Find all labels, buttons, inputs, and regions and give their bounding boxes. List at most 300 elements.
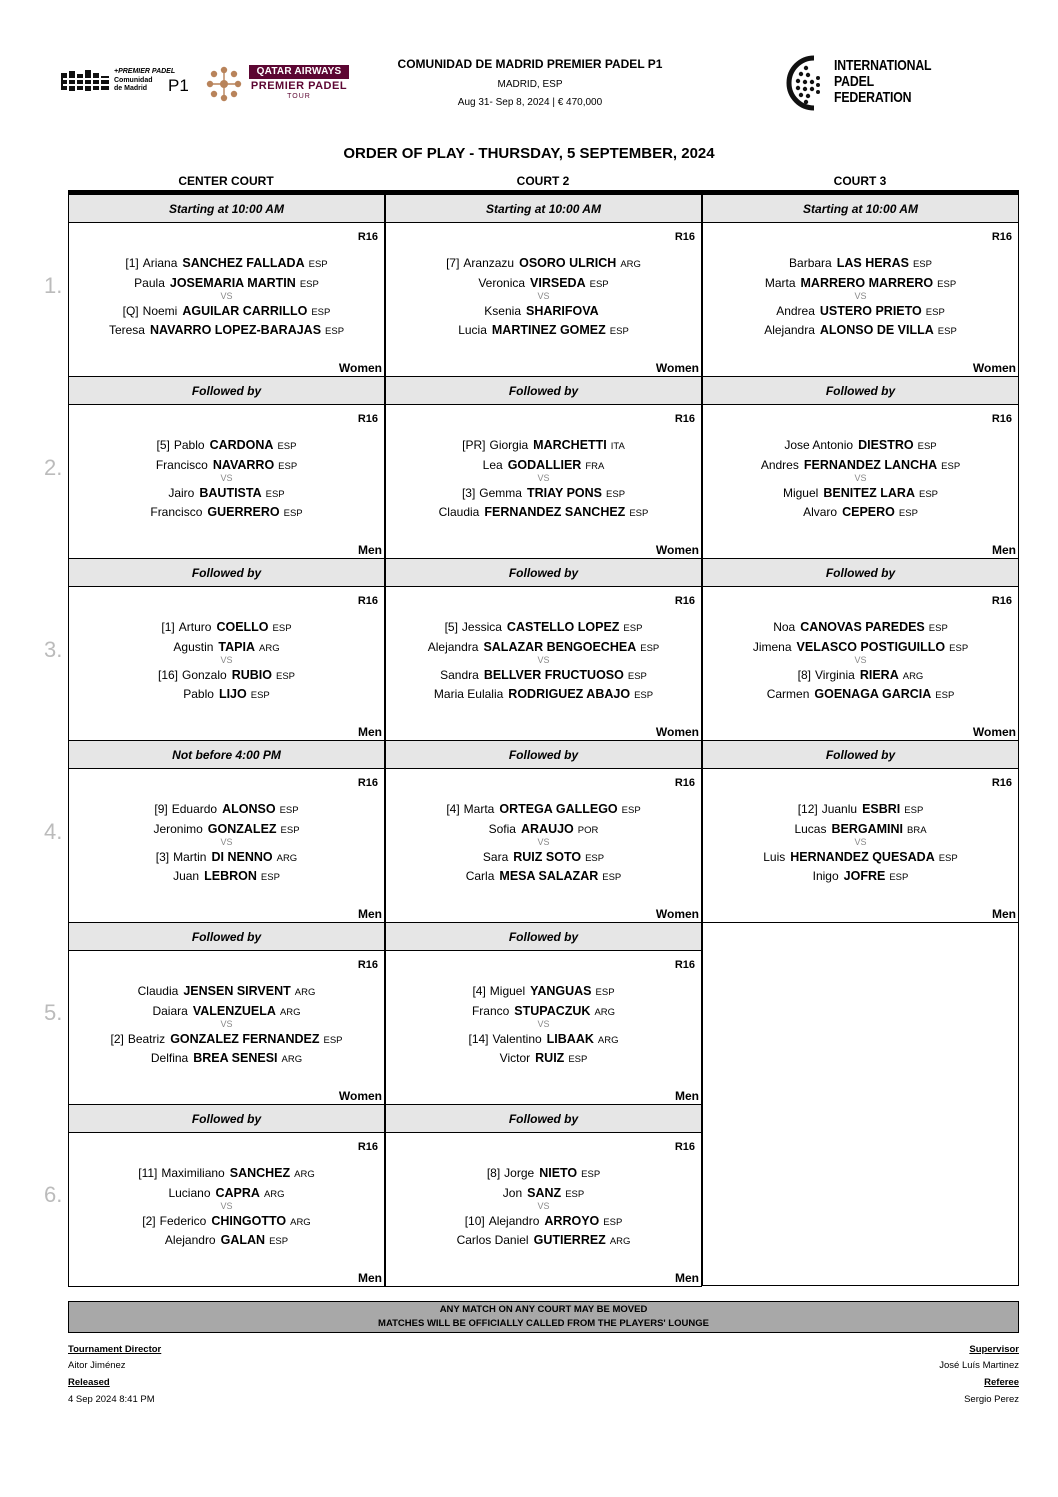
category-label: Women (338, 361, 382, 375)
player-last-name: USTERO PRIETO (819, 304, 922, 318)
player-nationality: ESP (919, 489, 939, 500)
player-first-name: Carlos Daniel (456, 1233, 529, 1247)
category-label: Women (655, 725, 699, 739)
category-label: Women (338, 1089, 382, 1103)
player-name (703, 486, 1018, 500)
player-name (386, 984, 701, 998)
player-name (703, 640, 1018, 654)
released-label: Released (68, 1377, 110, 1388)
player-first-name: Jon (502, 1186, 523, 1200)
player-nationality: ARG (620, 259, 641, 270)
player-seed: [Q] (122, 304, 139, 318)
player-nationality: ESP (265, 489, 285, 500)
category-label: Men (358, 725, 382, 739)
player-first-name: Pablo (173, 438, 205, 452)
match-slot (68, 558, 385, 741)
player-first-name: Andrea (776, 304, 815, 318)
player-last-name: AGUILAR CARRILLO (182, 304, 308, 318)
header (0, 0, 1058, 130)
player-first-name: Marta (463, 802, 495, 816)
player-first-name: Miguel (782, 486, 819, 500)
player-nationality: ARG (263, 1189, 285, 1200)
player-last-name: NAVARRO (212, 458, 275, 472)
round-label: R16 (674, 413, 695, 425)
player-last-name: BAUTISTA (199, 486, 262, 500)
player-first-name: Victor (499, 1051, 531, 1065)
slot-time: Starting at 10:00 AM (703, 195, 1018, 223)
player-name (703, 438, 1018, 452)
player-last-name: CARDONA (209, 438, 274, 452)
round-label: R16 (357, 413, 378, 425)
player-last-name: GONZALEZ FERNANDEZ (170, 1032, 320, 1046)
player-last-name: GUTIERREZ (533, 1233, 606, 1247)
round-label: R16 (357, 231, 378, 243)
player-first-name: Sandra (440, 668, 479, 682)
player-last-name: LAS HERAS (836, 256, 909, 270)
player-name (386, 256, 701, 270)
player-last-name: BREA SENESI (193, 1051, 278, 1065)
match-card (703, 769, 1018, 923)
round-label: R16 (674, 1141, 695, 1153)
player-last-name: SHARIFOVA (526, 304, 599, 318)
player-first-name: Teresa (108, 323, 145, 337)
player-first-name: Aranzazu (463, 256, 515, 270)
player-nationality: ESP (928, 623, 948, 634)
round-label: R16 (357, 595, 378, 607)
player-first-name: Jairo (168, 486, 195, 500)
slot-time: Followed by (69, 923, 384, 951)
match-slot (385, 740, 702, 923)
player-name (69, 1004, 384, 1018)
category-label: Men (675, 1089, 699, 1103)
player-last-name: ALONSO (222, 802, 276, 816)
player-nationality: ESP (937, 326, 957, 337)
player-seed: [2] (142, 1214, 156, 1228)
player-nationality: ESP (634, 690, 654, 701)
category-label: Women (972, 361, 1016, 375)
empty-slot (702, 922, 1019, 1286)
player-name (69, 668, 384, 682)
player-name (386, 1004, 701, 1018)
slot-time: Followed by (386, 1105, 701, 1133)
slot-time: Not before 4:00 PM (69, 741, 384, 769)
category-label: Men (675, 1271, 699, 1285)
player-last-name: CHINGOTTO (211, 1214, 287, 1228)
player-nationality: ESP (585, 853, 605, 864)
player-first-name: Carmen (766, 687, 810, 701)
player-nationality: ESP (275, 671, 295, 682)
player-first-name: Sara (482, 850, 509, 864)
player-first-name: Franco (471, 1004, 510, 1018)
player-first-name: Gemma (479, 486, 522, 500)
player-seed: [10] (464, 1214, 485, 1228)
category-label: Men (992, 543, 1016, 557)
player-nationality: ESP (937, 279, 957, 290)
versus-label: VS (220, 1019, 233, 1029)
player-last-name: STUPACZUK (514, 1004, 591, 1018)
row-number: 5. (44, 1000, 63, 1025)
player-name (703, 256, 1018, 270)
player-nationality: ESP (581, 1169, 601, 1180)
player-nationality: ARG (279, 1007, 301, 1018)
referee-label: Referee (984, 1377, 1019, 1388)
notice-banner: ANY MATCH ON ANY COURT MAY BE MOVED MATCHES WILL BE OFFICIALLY CALLED FROM THE PLAYERS' LOUNGE (68, 1301, 1019, 1333)
player-nationality: ESP (595, 987, 615, 998)
player-last-name: TAPIA (218, 640, 255, 654)
player-nationality: ESP (917, 441, 937, 452)
player-name (386, 1166, 701, 1180)
player-first-name: Delfina (150, 1051, 189, 1065)
slot-time: Followed by (69, 559, 384, 587)
round-label: R16 (357, 959, 378, 971)
player-first-name: Miguel (489, 984, 526, 998)
player-last-name: MARTINEZ GOMEZ (491, 323, 606, 337)
event-title: COMUNIDAD DE MADRID PREMIER PADEL P1 (397, 57, 663, 71)
player-nationality: ESP (889, 872, 909, 883)
player-name (69, 869, 384, 883)
player-name (703, 802, 1018, 816)
player-nationality: ARG (276, 853, 298, 864)
player-nationality: ESP (308, 259, 328, 270)
slot-time: Followed by (386, 559, 701, 587)
slot-time: Followed by (386, 377, 701, 405)
player-first-name: Gonzalo (182, 668, 227, 682)
player-first-name: Federico (159, 1214, 207, 1228)
match-card (386, 951, 701, 1105)
player-name (69, 822, 384, 836)
player-nationality: ESP (568, 1054, 588, 1065)
player-name (69, 486, 384, 500)
player-name (386, 620, 701, 634)
player-name (386, 802, 701, 816)
player-name (703, 505, 1018, 519)
player-seed: [8] (486, 1166, 501, 1180)
match-slot (68, 1104, 385, 1287)
versus-label: VS (854, 473, 867, 483)
player-last-name: MARCHETTI (533, 438, 607, 452)
player-last-name: DIESTRO (858, 438, 914, 452)
player-last-name: SALAZAR BENGOECHEA (483, 640, 637, 654)
match-slot (68, 376, 385, 559)
player-nationality: ESP (565, 1189, 585, 1200)
match-slot (68, 194, 385, 377)
player-nationality: ESP (325, 326, 345, 337)
player-first-name: Lea (482, 458, 503, 472)
player-nationality: ESP (272, 623, 292, 634)
player-seed: [11] (138, 1166, 158, 1180)
player-name (386, 687, 701, 701)
player-name (69, 304, 384, 318)
player-last-name: VELASCO POSTIGUILLO (796, 640, 946, 654)
player-nationality: ESP (311, 307, 331, 318)
player-name (69, 1214, 384, 1228)
slot-time: Followed by (703, 559, 1018, 587)
qatar-airways-premier-padel-logo: QATAR AIRWAYS PREMIER PADEL TOUR (204, 62, 350, 104)
player-name (386, 505, 701, 519)
player-name (386, 304, 701, 318)
match-slot (702, 376, 1019, 559)
court-header-court3: COURT 3 (833, 174, 887, 188)
player-last-name: RUIZ SOTO (513, 850, 582, 864)
match-slot (702, 740, 1019, 923)
player-first-name: Jeronimo (153, 822, 203, 836)
player-nationality: ESP (898, 508, 918, 519)
player-last-name: YANGUAS (530, 984, 592, 998)
player-nationality: ESP (925, 307, 945, 318)
fmp-logo (60, 68, 112, 94)
player-nationality: ARG (594, 1007, 616, 1018)
player-nationality: ESP (250, 690, 270, 701)
player-last-name: CAPRA (215, 1186, 260, 1200)
versus-label: VS (220, 291, 233, 301)
player-seed: [14] (468, 1032, 489, 1046)
player-first-name: Alejandra (764, 323, 815, 337)
player-last-name: GOENAGA GARCIA (814, 687, 932, 701)
category-label: Men (358, 907, 382, 921)
category-label: Men (358, 543, 382, 557)
player-first-name: Sofia (488, 822, 516, 836)
player-name (69, 1233, 384, 1247)
player-nationality: ESP (283, 508, 303, 519)
match-slot (68, 740, 385, 923)
player-seed: [2] (110, 1032, 124, 1046)
slot-time: Followed by (703, 741, 1018, 769)
player-first-name: Noa (773, 620, 796, 634)
court-header-court2: COURT 2 (516, 174, 570, 188)
match-card (69, 1133, 384, 1287)
court-column (385, 194, 702, 1286)
player-nationality: ESP (904, 805, 924, 816)
player-nationality: ITA (610, 441, 625, 452)
player-first-name: Luis (763, 850, 786, 864)
supervisor-label: Supervisor (969, 1344, 1019, 1355)
player-nationality: ARG (290, 1217, 311, 1228)
player-last-name: RUIZ (535, 1051, 565, 1065)
player-last-name: SANCHEZ FALLADA (182, 256, 305, 270)
player-last-name: LIJO (218, 687, 247, 701)
player-first-name: Inigo (812, 869, 839, 883)
slot-time: Followed by (386, 741, 701, 769)
player-first-name: Martin (173, 850, 207, 864)
player-nationality: ESP (277, 441, 297, 452)
player-name (69, 1051, 384, 1065)
player-seed: [9] (154, 802, 168, 816)
player-nationality: ESP (621, 805, 641, 816)
player-first-name: Andres (760, 458, 799, 472)
player-first-name: Ariana (142, 256, 178, 270)
match-card (69, 223, 384, 377)
round-label: R16 (991, 231, 1012, 243)
player-first-name: Alvaro (803, 505, 838, 519)
premier-padel-p1-logo: +PREMIER PADEL Comunidad de Madrid P1 (114, 68, 189, 95)
player-last-name: GODALLIER (507, 458, 582, 472)
player-last-name: FERNANDEZ LANCHA (803, 458, 938, 472)
player-first-name: Juanlu (821, 802, 858, 816)
player-last-name: VIRSEDA (530, 276, 586, 290)
player-name (69, 323, 384, 337)
slot-time: Starting at 10:00 AM (69, 195, 384, 223)
player-name (703, 869, 1018, 883)
director-label: Tournament Director (68, 1344, 162, 1355)
player-last-name: JOFRE (843, 869, 886, 883)
player-name (386, 668, 701, 682)
player-seed: [5] (444, 620, 458, 634)
player-nationality: ESP (938, 853, 958, 864)
fip-logo: INTERNATIONAL PADEL FEDERATION (784, 54, 944, 112)
match-card (386, 223, 701, 377)
player-name (69, 802, 384, 816)
match-slot (68, 922, 385, 1105)
player-seed: [7] (446, 256, 460, 270)
player-last-name: BENITEZ LARA (823, 486, 915, 500)
versus-label: VS (537, 1019, 550, 1029)
player-last-name: NIETO (539, 1166, 578, 1180)
player-nationality: ESP (323, 1035, 343, 1046)
match-card (386, 405, 701, 559)
player-name (386, 640, 701, 654)
player-first-name: Alejandro (164, 1233, 216, 1247)
round-label: R16 (357, 777, 378, 789)
player-first-name: Claudia (137, 984, 179, 998)
player-last-name: SANZ (527, 1186, 562, 1200)
player-nationality: ESP (602, 872, 622, 883)
match-card (386, 1133, 701, 1287)
player-last-name: GALAN (220, 1233, 266, 1247)
player-first-name: Lucia (458, 323, 487, 337)
player-last-name: JENSEN SIRVENT (183, 984, 291, 998)
player-first-name: Alejandro (488, 1214, 540, 1228)
player-name (69, 1032, 384, 1046)
director-name: Aitor Jiménez (68, 1360, 126, 1371)
player-last-name: GONZALEZ (207, 822, 277, 836)
match-card (69, 587, 384, 741)
match-card (69, 769, 384, 923)
player-last-name: TRIAY PONS (526, 486, 603, 500)
match-card (703, 405, 1018, 559)
player-nationality: POR (577, 825, 599, 836)
event-dates-prize: Aug 31- Sep 8, 2024 | € 470,000 (457, 97, 603, 108)
player-first-name: Jessica (461, 620, 502, 634)
player-name (69, 438, 384, 452)
match-card (703, 587, 1018, 741)
row-number: 3. (44, 637, 63, 662)
player-nationality: ESP (269, 1236, 289, 1247)
player-nationality: ARG (597, 1035, 619, 1046)
player-first-name: Noemi (142, 304, 178, 318)
player-last-name: RIERA (859, 668, 899, 682)
player-last-name: COELLO (216, 620, 269, 634)
player-name (703, 620, 1018, 634)
player-name (69, 620, 384, 634)
player-nationality: ESP (912, 259, 932, 270)
slot-time: Followed by (69, 1105, 384, 1133)
player-last-name: MESA SALAZAR (499, 869, 599, 883)
player-first-name: Daiara (152, 1004, 188, 1018)
player-name (386, 1186, 701, 1200)
row-number: 6. (44, 1182, 63, 1207)
player-first-name: Barbara (789, 256, 832, 270)
player-last-name: MARRERO MARRERO (800, 276, 934, 290)
player-seed: [1] (161, 620, 175, 634)
versus-label: VS (854, 291, 867, 301)
player-nationality: ESP (627, 671, 647, 682)
player-first-name: Pablo (183, 687, 214, 701)
player-nationality: ESP (603, 1217, 623, 1228)
player-name (386, 276, 701, 290)
player-last-name: ALONSO DE VILLA (819, 323, 934, 337)
player-first-name: Veronica (478, 276, 526, 290)
player-nationality: ESP (279, 805, 299, 816)
player-nationality: ARG (902, 671, 924, 682)
player-first-name: Claudia (438, 505, 480, 519)
player-nationality: ESP (623, 623, 643, 634)
player-first-name: Arturo (178, 620, 212, 634)
player-name (703, 276, 1018, 290)
category-label: Women (655, 907, 699, 921)
player-name (703, 822, 1018, 836)
category-label: Men (992, 907, 1016, 921)
player-first-name: Eduardo (171, 802, 218, 816)
player-nationality: ESP (935, 690, 955, 701)
player-last-name: JOSEMARIA MARTIN (169, 276, 296, 290)
player-last-name: NAVARRO LOPEZ-BARAJAS (149, 323, 322, 337)
player-name (386, 850, 701, 864)
referee-name: Sergio Perez (964, 1394, 1019, 1405)
player-nationality: ARG (609, 1236, 631, 1247)
round-label: R16 (674, 595, 695, 607)
match-slot (385, 922, 702, 1105)
player-seed: [5] (156, 438, 170, 452)
player-last-name: GUERRERO (207, 505, 280, 519)
player-name (703, 304, 1018, 318)
player-first-name: Maximiliano (161, 1166, 225, 1180)
player-first-name: Maria Eulalia (433, 687, 504, 701)
category-label: Women (972, 725, 1016, 739)
player-name (703, 458, 1018, 472)
player-nationality: BRA (907, 825, 927, 836)
player-first-name: Giorgia (489, 438, 529, 452)
player-name (69, 1186, 384, 1200)
versus-label: VS (220, 1201, 233, 1211)
player-first-name: Marta (764, 276, 796, 290)
player-name (703, 687, 1018, 701)
round-label: R16 (991, 595, 1012, 607)
player-last-name: SANCHEZ (229, 1166, 291, 1180)
match-card (69, 951, 384, 1105)
slot-time: Followed by (703, 377, 1018, 405)
player-name (703, 668, 1018, 682)
player-last-name: DI NENNO (211, 850, 273, 864)
row-number: 4. (44, 819, 63, 844)
player-nationality: ESP (629, 508, 649, 519)
player-name (386, 1214, 701, 1228)
player-last-name: LEBRON (204, 869, 257, 883)
player-nationality: ESP (941, 461, 961, 472)
player-nationality: ESP (260, 872, 280, 883)
player-seed: [1] (125, 256, 139, 270)
player-name (386, 1032, 701, 1046)
padel-ball-icon (784, 54, 840, 112)
released-value: 4 Sep 2024 8:41 PM (68, 1394, 155, 1405)
player-nationality: ESP (299, 279, 319, 290)
player-name (386, 1051, 701, 1065)
versus-label: VS (854, 655, 867, 665)
player-first-name: Carla (465, 869, 495, 883)
match-card (386, 769, 701, 923)
player-first-name: Beatriz (127, 1032, 166, 1046)
player-first-name: Francisco (150, 505, 203, 519)
player-last-name: ARROYO (544, 1214, 600, 1228)
